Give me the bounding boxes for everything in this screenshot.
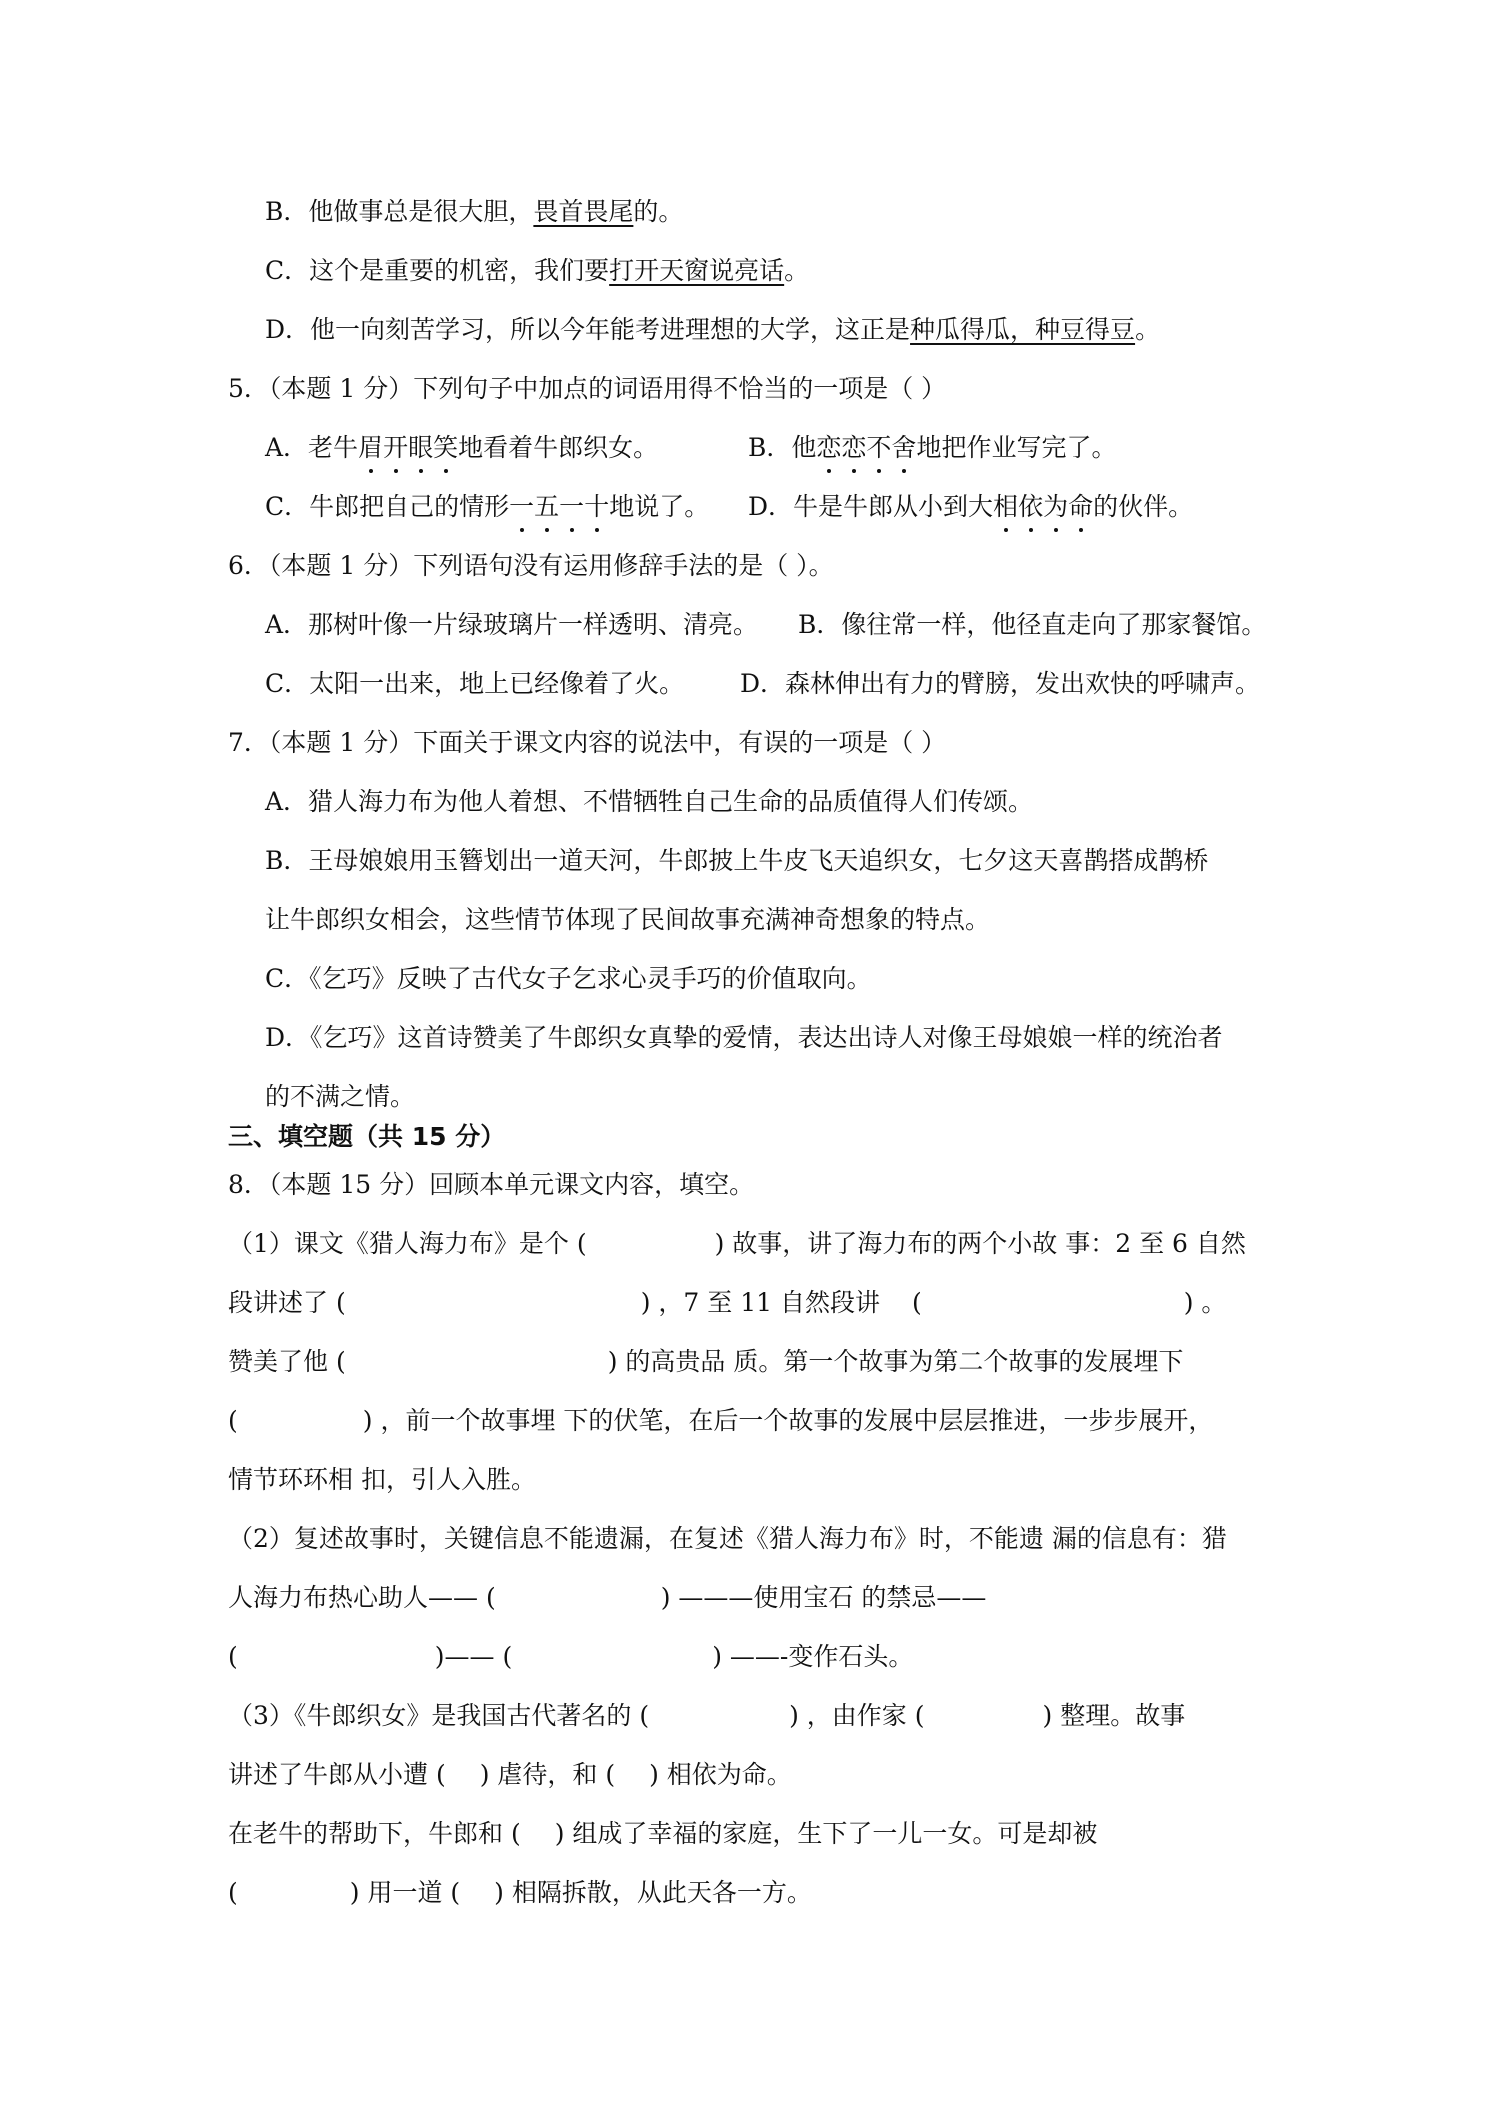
fill-text: 讲述了牛郎从小遭 (: [228, 1760, 446, 1789]
fill-text: ) 整理。故事: [1042, 1701, 1186, 1730]
q8-part1-line1: [228, 1227, 1246, 1261]
fill-text: （1）课文《猎人海力布》是个 (: [228, 1229, 587, 1258]
option-text: D．牛是牛郎从小到大: [748, 492, 994, 521]
q4-option-d: [265, 313, 1160, 347]
q4-option-c: [265, 254, 809, 288]
fill-text: ) 。: [1183, 1288, 1227, 1317]
q7-option-b-line2: 让牛郎织女相会，这些情节体现了民间故事充满神奇想象的特点。: [265, 905, 991, 934]
dotted-char: 恋: [816, 431, 841, 465]
q8-stem: 8．（本题 15 分）回顾本单元课文内容，填空。: [228, 1170, 755, 1199]
dotted-char: 相: [993, 490, 1018, 524]
q8-part3-line2: [228, 1758, 792, 1792]
fill-text: ) ，7 至 11 自然段讲: [640, 1288, 880, 1317]
q8-part3-line3: [228, 1817, 1097, 1851]
option-text: B．他做事总是很大胆，: [265, 197, 534, 226]
q8-part2-line3: [228, 1640, 913, 1674]
fill-text: ) ，由作家 (: [789, 1701, 925, 1730]
fill-text: 段讲述了 (: [228, 1288, 346, 1317]
dotted-char: 依: [1018, 490, 1043, 524]
option-text: 的伙伴。: [1093, 492, 1194, 521]
fill-text: 在老牛的帮助下，牛郎和 (: [228, 1819, 521, 1848]
fill-text: ) 相隔拆散，从此天各一方。: [494, 1878, 812, 1907]
underlined-phrase: 打开天窗说亮话: [609, 256, 785, 285]
fill-text: ) 组成了幸福的家庭，生下了一儿一女。可是却被: [554, 1819, 1098, 1848]
dotted-char: 眉: [358, 431, 383, 465]
fill-text: ) 故事，讲了海力布的两个小故 事：2 至 6 自然: [714, 1229, 1246, 1258]
option-text: 。: [1135, 315, 1161, 344]
fill-text: 人海力布热心助人—— (: [228, 1583, 496, 1612]
fill-text: ) 的高贵品 质。第一个故事为第二个故事的发展埋下: [607, 1347, 1184, 1376]
option-text: B．他: [748, 433, 817, 462]
fill-text: ) 虐待，和 (: [479, 1760, 616, 1789]
q6-option-c: C．太阳一出来，地上已经像着了火。: [265, 669, 685, 698]
q5-option-d: [748, 490, 1193, 524]
option-text: C．这个是重要的机密，我们要: [265, 256, 610, 285]
fill-text: 赞美了他 (: [228, 1347, 346, 1376]
fill-text: ) 用一道 (: [349, 1878, 461, 1907]
q6-option-d: D．森林伸出有力的臂膀，发出欢快的呼啸声。: [740, 669, 1261, 698]
q8-part1-line3: [228, 1345, 1183, 1379]
fill-text: )—— (: [434, 1642, 513, 1671]
q6-option-a: A．那树叶像一片绿玻璃片一样透明、清亮。: [265, 610, 759, 639]
fill-text: (: [228, 1406, 238, 1435]
q5-option-a: [265, 431, 658, 465]
fill-text: ) ———使用宝石 的禁忌——: [660, 1583, 987, 1612]
option-text: 地看着牛郎织女。: [458, 433, 659, 462]
q6-option-b: B．像往常一样，他径直走向了那家餐馆。: [798, 610, 1267, 639]
q5-option-b: [748, 431, 1116, 465]
option-text: D．他一向刻苦学习，所以今年能考进理想的大学，这正是: [265, 315, 911, 344]
fill-text: ) 相依为命。: [649, 1760, 792, 1789]
q8-part1-line2: [228, 1286, 1226, 1320]
q5-option-c: [265, 490, 709, 524]
q8-part2-line2: [228, 1581, 986, 1615]
fill-text: ) ，前一个故事埋 下的伏笔，在后一个故事的发展中层层推进，一步步展开，: [362, 1406, 1214, 1435]
q4-option-b: [265, 195, 683, 229]
q7-option-a: A．猎人海力布为他人着想、不惜牺牲自己生命的品质值得人们传颂。: [265, 787, 1034, 816]
dotted-char: 笑: [433, 431, 458, 465]
option-text: C．牛郎把自己的情形: [265, 492, 510, 521]
dotted-char: 一: [509, 490, 534, 524]
q7-option-c: C．《乞巧》反映了古代女子乞求心灵手巧的价值取向。: [265, 964, 872, 993]
dotted-char: 恋: [841, 431, 866, 465]
dotted-char: 一: [559, 490, 584, 524]
section-heading: 三、填空题（共 15 分）: [228, 1122, 506, 1151]
q7-option-d-line2: 的不满之情。: [265, 1082, 416, 1111]
fill-text: (: [228, 1642, 238, 1671]
dotted-char: 开: [383, 431, 408, 465]
q7-option-b-line1: B．王母娘娘用玉簪划出一道天河，牛郎披上牛皮飞天追织女，七夕这天喜鹊搭成鹊桥: [265, 846, 1209, 875]
q6-stem: 6．（本题 1 分）下列语句没有运用修辞手法的是（ ）。: [228, 551, 834, 580]
q5-stem: 5．（本题 1 分）下列句子中加点的词语用得不恰当的一项是（ ）: [228, 374, 947, 403]
q7-option-d-line1: D．《乞巧》这首诗赞美了牛郎织女真挚的爱情，表达出诗人对像王母娘娘一样的统治者: [265, 1023, 1223, 1052]
option-text: 的。: [633, 197, 684, 226]
option-text: 。: [784, 256, 810, 285]
option-text: A．老牛: [265, 433, 359, 462]
dotted-char: 眼: [408, 431, 433, 465]
fill-text: (: [228, 1878, 238, 1907]
dotted-char: 为: [1043, 490, 1068, 524]
fill-text: (: [911, 1288, 922, 1317]
dotted-char: 命: [1068, 490, 1093, 524]
underlined-phrase: 种瓜得瓜，种豆得豆: [910, 315, 1136, 344]
fill-text: ) ——-变作石头。: [712, 1642, 914, 1671]
q8-part1-line4: [228, 1404, 1213, 1438]
dotted-char: 舍: [891, 431, 916, 465]
q8-part1-line5: 情节环环相 扣，引人入胜。: [228, 1465, 536, 1494]
q8-part3-line1: [228, 1699, 1185, 1733]
dotted-char: 十: [584, 490, 609, 524]
option-text: 地说了。: [609, 492, 710, 521]
fill-text: （3）《牛郎织女》是我国古代著名的 (: [228, 1701, 650, 1730]
q8-part2-line1: （2）复述故事时，关键信息不能遗漏，在复述《猎人海力布》时，不能遗 漏的信息有：猎: [228, 1524, 1227, 1553]
option-text: 地把作业写完了。: [916, 433, 1117, 462]
dotted-char: 不: [866, 431, 891, 465]
q8-part3-line4: [228, 1876, 812, 1910]
q7-stem: 7．（本题 1 分）下面关于课文内容的说法中，有误的一项是（ ）: [228, 728, 947, 757]
underlined-phrase: 畏首畏尾: [533, 197, 634, 226]
dotted-char: 五: [534, 490, 559, 524]
